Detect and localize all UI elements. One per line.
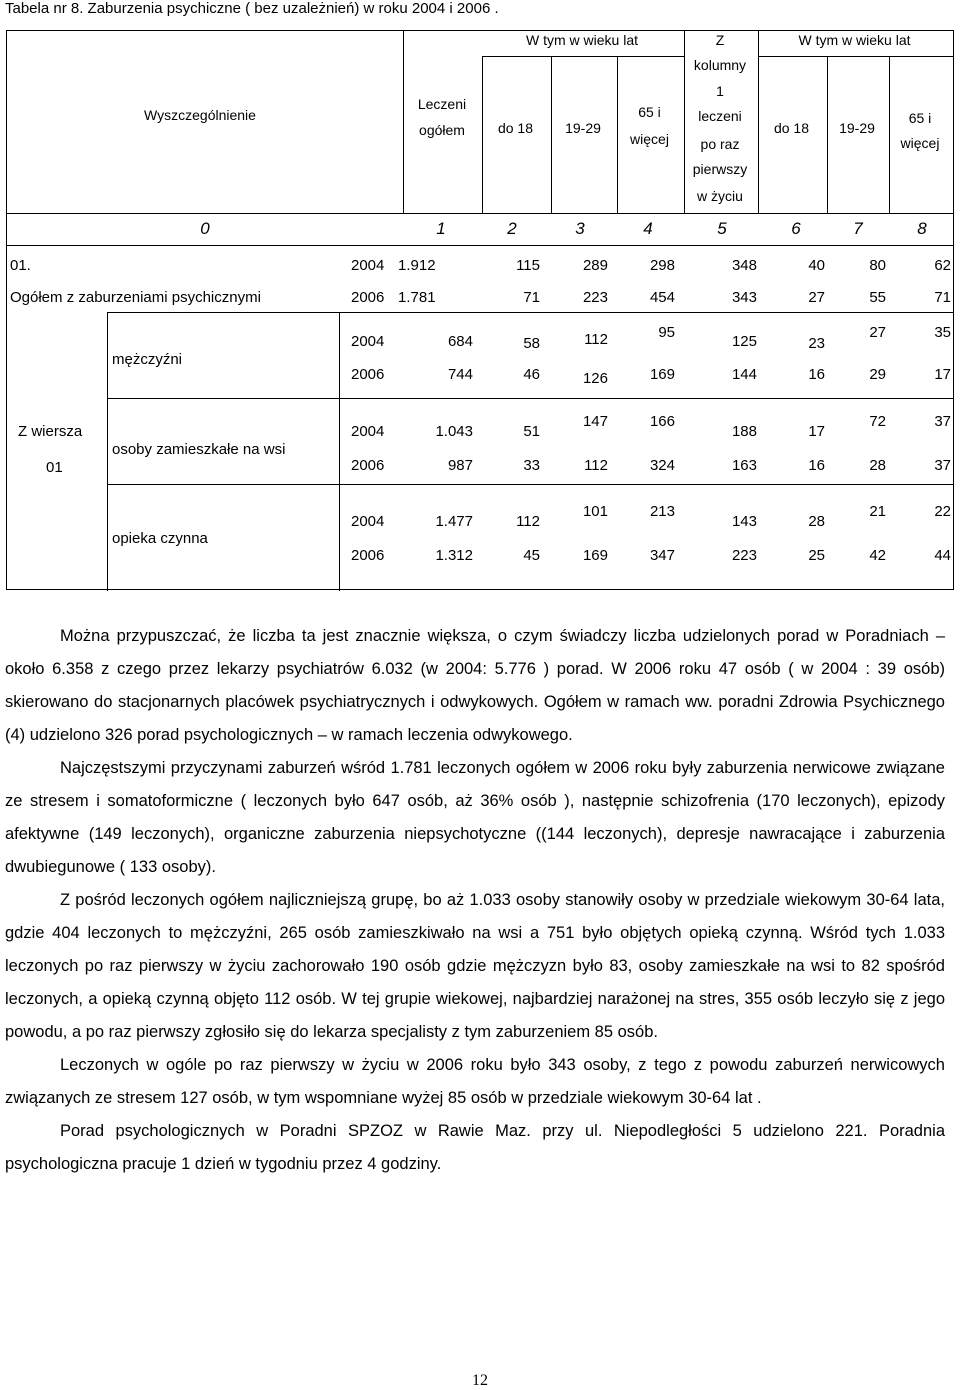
header-65-a-1: 65 i xyxy=(638,104,661,120)
subrow-0-2006-col6: 16 xyxy=(808,366,825,383)
header-leczeni-1: Leczeni xyxy=(417,96,467,112)
col-number: 4 xyxy=(643,219,653,238)
header-65-a-2: więcej xyxy=(630,131,669,147)
subrow-2-2006-col2: 45 xyxy=(523,547,540,564)
subrow-0-2006-col7: 29 xyxy=(869,366,886,383)
header-z-col-5: pierwszy xyxy=(692,161,748,177)
col-number: 6 xyxy=(791,219,801,238)
paragraph: Leczonych w ogóle po raz pierwszy w życiu w 2006 roku było 343 osoby, z tego z powodu zaburzeń nerwicowych związanych ze stresem 127 osób, w tym wspomniane wyżej 85 osób w przedziale wiekowym 30-64 lat . xyxy=(5,1056,945,1107)
subrow-2-year-2006: 2006 xyxy=(351,547,385,564)
subrow-2-2006-col3: 169 xyxy=(582,547,608,564)
subrow-1-2004-col6: 17 xyxy=(808,423,825,440)
subrow-1-2004-col1: 1.043 xyxy=(435,423,473,440)
row-total-2004-col5: 348 xyxy=(731,257,757,274)
row-total-label: Ogółem z zaburzeniami psychicznymi xyxy=(10,289,261,306)
subrow-2-2004-col5: 143 xyxy=(731,513,757,530)
paragraph: Z pośród leczonych ogółem najliczniejszą grupę, bo aż 1.033 osoby stanowiły osoby w przedziale wiekowym 30-64 lata, gdzie 404 leczonych to mężczyźni, 265 osób zamieszkiwało na wsi a 751 było objętych opieką czynną. Wśród tych 1.033 leczonych po raz pierwszy w życiu zachorowało 190 osób gdzie mężczyzn było 83, osoby zamieszkałe na wsi to 82 spośród leczonych, a opieką czynną objęto 112 osób. W tej grupie wiekowej, najbardziej narażonej na stres, 355 osób leczyło się z jego powodu, a po raz pierwszy zgłosiło się do lekarza specjalisty z tym zaburzeniem 85 osób. xyxy=(5,891,945,1041)
subrow-1-2004-col7: 72 xyxy=(869,413,886,430)
row-total-2004-col7: 80 xyxy=(869,257,886,274)
col-line-year xyxy=(339,312,340,591)
header-1929-b: 19-29 xyxy=(839,120,875,136)
subrow-1-2006-col4: 324 xyxy=(649,457,675,474)
row-total-2006-col3: 223 xyxy=(582,289,608,306)
subrow-1-2006-col6: 16 xyxy=(808,457,825,474)
header-65-b-1: 65 i xyxy=(908,110,932,126)
col-number: 0 xyxy=(200,219,210,238)
subrow-0-2004-col4: 95 xyxy=(658,324,675,341)
header-bottom-line xyxy=(7,245,953,246)
subrow-1-2006-col2: 33 xyxy=(523,457,540,474)
z-wiersza-code: 01 xyxy=(46,459,63,476)
paragraph: Porad psychologicznych w Poradni SPZOZ w Rawie Maz. przy ul. Niepodległości 5 udzielono 221. Poradnia psychologiczna pracuje 1 dzień w tygodniu przez 4 godziny. xyxy=(5,1122,945,1173)
subrow-0-2006-col2: 46 xyxy=(523,366,540,383)
paragraph: Można przypuszczać, że liczba ta jest znacznie większa, o czym świadczy liczba udzielonych porad w Poradniach – około 6.358 z czego przez lekarzy psychiatrów 6.032 (w 2004: 5.776 ) porad. W 2006 roku 47 osób ( w 2004 : 39 osób) skierowano do stacjonarnych placówek psychiatrycznych i odwykowych. Ogółem w ramach ww. poradni Zdrowia Psychicznego (4) udzielono 326 porad psychologicznych – w ramach leczenia odwykowego. xyxy=(5,627,945,744)
subrow-1-year-2004: 2004 xyxy=(351,423,385,440)
subrow-1-2006-col7: 28 xyxy=(869,457,886,474)
subrow-2-2004-col4: 213 xyxy=(649,503,675,520)
subrow-0-2004-col6: 23 xyxy=(808,335,825,352)
subrow-2-2004-col1: 1.477 xyxy=(435,513,473,530)
col-number: 2 xyxy=(507,219,517,238)
subrow-1-2004-col5: 188 xyxy=(731,423,757,440)
subrow-1-2006-col1: 987 xyxy=(447,457,473,474)
row-total-2006-col7: 55 xyxy=(869,289,886,306)
subrow-2-2006-col1: 1.312 xyxy=(435,547,473,564)
subrow-2-2006-col6: 25 xyxy=(808,547,825,564)
row-total-2004-col4: 298 xyxy=(649,257,675,274)
subrow-2-2004-col7: 21 xyxy=(869,503,886,520)
subrow-2-2004-col3: 101 xyxy=(582,503,608,520)
group2-underline xyxy=(758,56,953,57)
subrow-0-2004-col8: 35 xyxy=(934,324,951,341)
subrow-2-2006-col4: 347 xyxy=(649,547,675,564)
subrow-label-mezczyzni: mężczyźni xyxy=(112,351,183,368)
subrow-2-2006-col5: 223 xyxy=(731,547,757,564)
subrow-0-2006-col4: 169 xyxy=(649,366,675,383)
header-number-row-line xyxy=(7,213,953,214)
header-z-col-6: w życiu xyxy=(697,188,743,204)
header-do18-a: do 18 xyxy=(497,120,534,136)
paragraph: Najczęstszymi przyczynami zaburzeń wśród 1.781 leczonych ogółem w 2006 roku były zaburzenia nerwicowe związane ze stresem i somatoformiczne ( leczonych było 647 osób, aż 36% osób ), następnie schizofrenia (170 leczonych), epizody afektywne (149 leczonych), organiczne zaburzenia niepsychotyczne ((144 leczonych), depresje nawracające i zaburzenia dwubiegunowe ( 133 osoby). xyxy=(5,759,945,876)
header-z-col-1: kolumny xyxy=(693,57,747,73)
subrow-0-year-2006: 2006 xyxy=(351,366,385,383)
row-total-2004-col3: 289 xyxy=(582,257,608,274)
subrow-0-2004-col7: 27 xyxy=(869,324,886,341)
subrow-2-year-2004: 2004 xyxy=(351,513,385,530)
row-separator-3 xyxy=(107,484,953,485)
z-wiersza-label: Z wiersza xyxy=(18,423,83,440)
row-total-2006-col1: 1.781 xyxy=(398,289,436,306)
row-separator-2 xyxy=(107,398,953,399)
subrow-1-2004-col2: 51 xyxy=(523,423,540,440)
subrow-0-2006-col8: 17 xyxy=(934,366,951,383)
subrow-1-2006-col3: 112 xyxy=(584,457,608,474)
row-total-2006-col2: 71 xyxy=(523,289,540,306)
table-caption: Tabela nr 8. Zaburzenia psychiczne ( bez uzależnień) w roku 2004 i 2006 . xyxy=(5,0,499,17)
row-total-year-2004: 2004 xyxy=(351,257,385,274)
row-total-2004-col6: 40 xyxy=(808,257,825,274)
header-z-col-2: 1 xyxy=(716,83,724,99)
subrow-1-2004-col3: 147 xyxy=(582,413,608,430)
row-total-2006-col6: 27 xyxy=(808,289,825,306)
col-number: 7 xyxy=(853,219,863,238)
subrow-1-2006-col8: 37 xyxy=(934,457,951,474)
col-line-label xyxy=(107,312,108,591)
row-total-code: 01. xyxy=(10,257,31,274)
row-total-2004-col8: 62 xyxy=(934,257,951,274)
row-total-2004-col1: 1.912 xyxy=(398,257,436,274)
row-total-2006-col8: 71 xyxy=(934,289,951,306)
col-number: 5 xyxy=(717,219,727,238)
subrow-0-year-2004: 2004 xyxy=(351,333,385,350)
subrow-2-2004-col6: 28 xyxy=(808,513,825,530)
subrow-0-2004-col3: 112 xyxy=(584,331,608,348)
header-z-col-0: Z xyxy=(715,32,725,48)
col-number: 1 xyxy=(436,219,446,238)
body-text xyxy=(5,620,945,1181)
subrow-label-opieka: opieka czynna xyxy=(112,530,208,547)
subrow-0-2004-col2: 58 xyxy=(523,335,540,352)
header-1929-a: 19-29 xyxy=(565,120,601,136)
subrow-0-2006-col3: 126 xyxy=(582,370,608,387)
subrow-label-wies: osoby zamieszkałe na wsi xyxy=(112,441,286,458)
header-group1: W tym w wieku lat xyxy=(525,32,638,48)
header-group2: W tym w wieku lat xyxy=(798,32,911,48)
header-65-b-2: więcej xyxy=(900,135,940,151)
row-total-2004-col2: 115 xyxy=(516,257,540,274)
subrow-2-2004-col8: 22 xyxy=(934,503,951,520)
row-total-2006-col5: 343 xyxy=(731,289,757,306)
header-leczeni-2: ogółem xyxy=(419,122,465,138)
subrow-0-2006-col1: 744 xyxy=(447,366,473,383)
subrow-1-2004-col4: 166 xyxy=(649,413,675,430)
col-number: 3 xyxy=(575,219,585,238)
subrow-0-2006-col5: 144 xyxy=(731,366,757,383)
subrow-2-2004-col2: 112 xyxy=(516,513,540,530)
subrow-2-2006-col8: 44 xyxy=(934,547,951,564)
subrow-0-2004-col1: 684 xyxy=(447,333,473,350)
subrow-1-year-2006: 2006 xyxy=(351,457,385,474)
header-wyszczegolnienie: Wyszczególnienie xyxy=(144,107,256,123)
subrow-1-2006-col5: 163 xyxy=(731,457,757,474)
header-do18-b: do 18 xyxy=(773,120,810,136)
col-number: 8 xyxy=(917,219,927,238)
subrow-1-2004-col8: 37 xyxy=(934,413,951,430)
header-z-col-4: po raz xyxy=(700,136,740,152)
header-z-col-3: leczeni xyxy=(698,108,742,124)
subrow-0-2004-col5: 125 xyxy=(731,333,757,350)
row-separator-1 xyxy=(107,312,953,313)
group1-underline xyxy=(482,56,684,57)
row-total-2006-col4: 454 xyxy=(649,289,675,306)
page-number: 12 xyxy=(472,1372,488,1389)
row-total-year-2006: 2006 xyxy=(351,289,385,306)
subrow-2-2006-col7: 42 xyxy=(869,547,886,564)
